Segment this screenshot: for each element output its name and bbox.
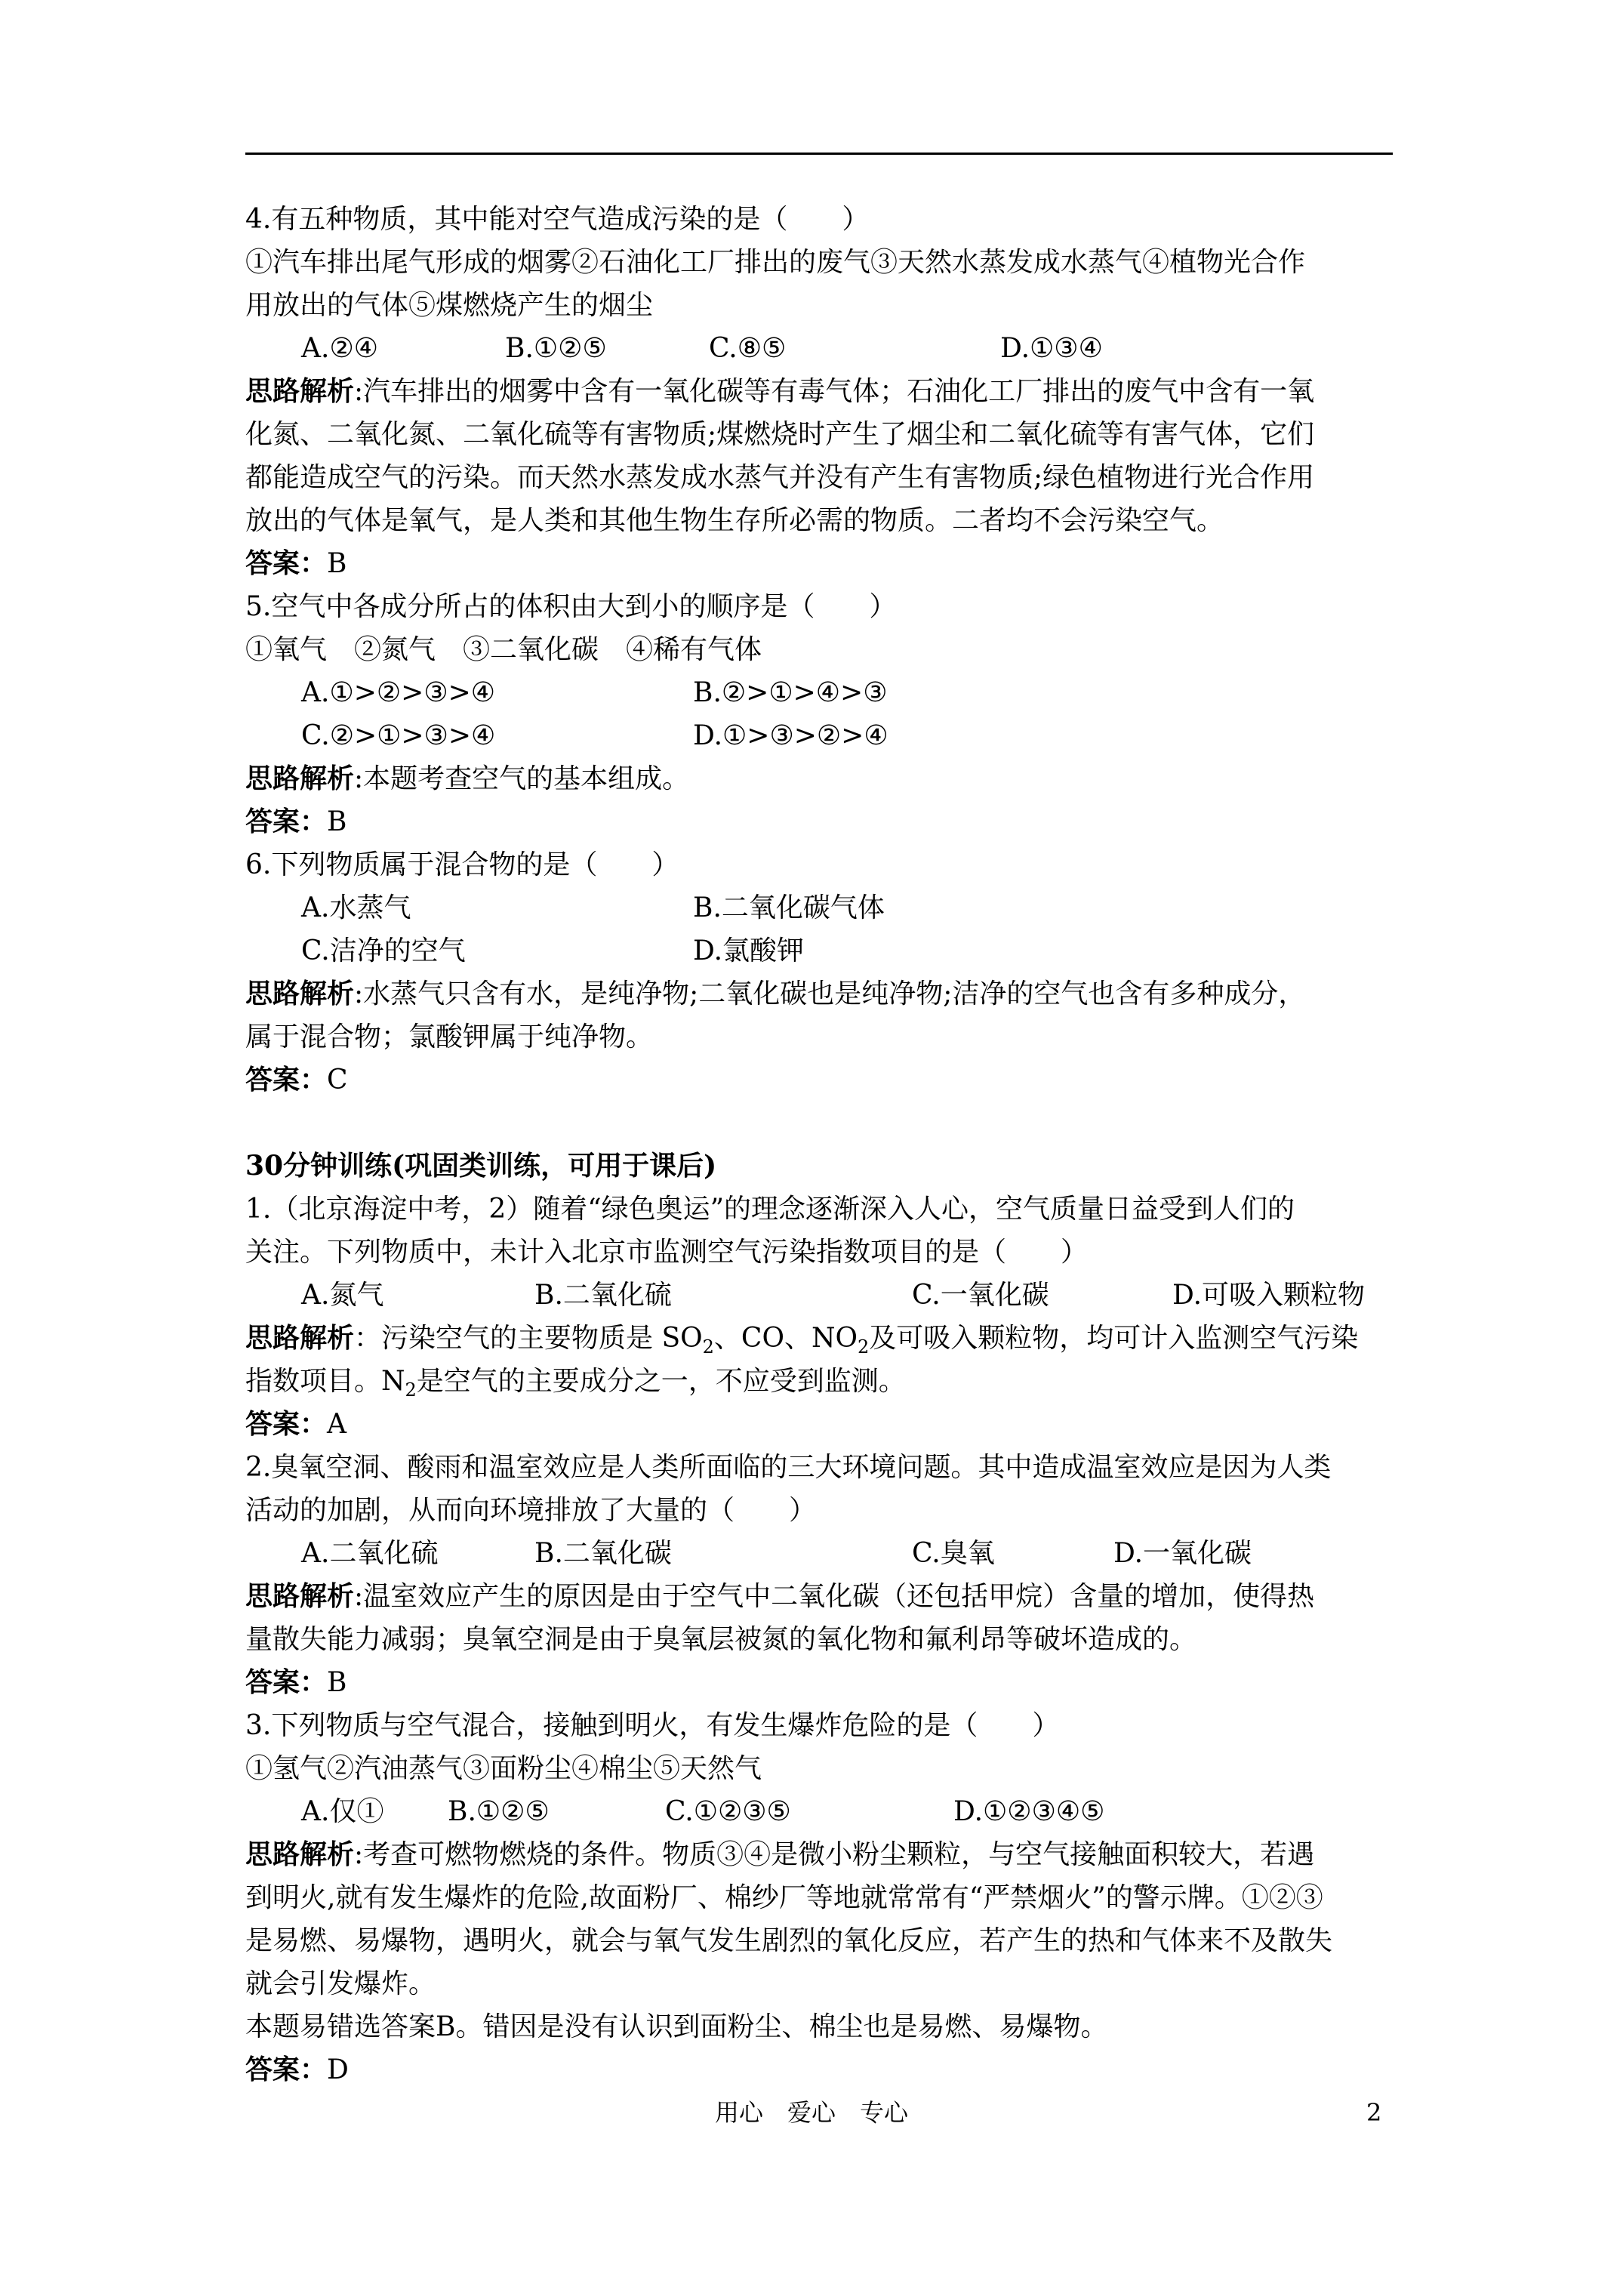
footer-motto: 用心 爱心 专心	[714, 2098, 908, 2127]
option-d: D.氯酸钾	[693, 935, 805, 966]
answer-label: 答案：	[245, 2054, 328, 2085]
answer	[245, 1059, 1408, 1102]
question-items: ①汽车排出尾气形成的烟雾②石油化工厂排出的废气③天然水蒸发成水蒸气④植物光合作	[245, 247, 1306, 278]
analysis-text: 都能造成空气的污染。而天然水蒸发成水蒸气并没有产生有害物质;绿色植物进行光合作用	[245, 462, 1315, 493]
subscript: 2	[858, 1336, 870, 1358]
analysis: 思路解析:温室效应产生的原因是由于空气中二氧化碳（还包括甲烷）含量的增加，使得热	[245, 1580, 1315, 1612]
options-row	[245, 714, 1408, 757]
answer	[245, 2048, 1408, 2091]
analysis-label: 思路解析	[245, 1838, 355, 1870]
header-rule	[245, 153, 1393, 155]
question-stem: 1.（北京海淀中考，2）随着“绿色奥运”的理念逐渐深入人心，空气质量日益受到人们的	[245, 1194, 1295, 1225]
options-row	[245, 671, 1408, 714]
question-stem: 5.空气中各成分所占的体积由大到小的顺序是（ ）	[245, 591, 897, 622]
option-c: C.②>①>③>④	[301, 720, 496, 751]
question-stem: 活动的加剧，从而向环境排放了大量的（ ）	[245, 1495, 817, 1526]
analysis-text: 到明火,就有发生爆炸的危险,故面粉厂、棉纱厂等地就常常有“严禁烟火”的警示牌。①②③	[245, 1882, 1323, 1913]
question-stem: 关注。下列物质中，未计入北京市监测空气污染指数项目的是（ ）	[245, 1237, 1089, 1268]
option-a: A.仅①	[301, 1796, 384, 1827]
analysis-label: 思路解析	[245, 1322, 355, 1354]
answer	[245, 1661, 1408, 1704]
option-a: A.水蒸气	[301, 892, 411, 923]
question-items: ①氧气 ②氮气 ③二氧化碳 ④稀有气体	[245, 634, 762, 665]
option-b: B.②>①>④>③	[693, 677, 888, 708]
answer-label: 答案：	[245, 1064, 328, 1096]
analysis-label: 思路解析	[245, 978, 355, 1009]
option-d: D.可吸入颗粒物	[1172, 1280, 1366, 1311]
analysis: 思路解析:汽车排出的烟雾中含有一氧化碳等有毒气体；石油化工厂排出的废气中含有一氧	[245, 375, 1315, 407]
note: 本题易错选答案B。错因是没有认识到面粉尘、棉尘也是易燃、易爆物。	[245, 2011, 1108, 2042]
options-row	[245, 886, 1408, 929]
analysis-text: 就会引发爆炸。	[245, 1968, 436, 1999]
analysis-text: 指数项目。$N_2$是空气的主要成分之一，不应受到监测。	[245, 1366, 906, 1401]
answer-value: B	[327, 1667, 347, 1698]
analysis-text: 放出的气体是氧气，是人类和其他生物生存所必需的物质。二者均不会污染空气。	[245, 505, 1224, 536]
answer	[245, 800, 1408, 843]
option-a: A.②④	[301, 333, 378, 364]
question-stem: 3.下列物质与空气混合，接触到明火，有发生爆炸危险的是（ ）	[245, 1710, 1060, 1741]
answer-value: A	[327, 1409, 347, 1440]
answer-value: D	[327, 2054, 349, 2085]
option-c: C.洁净的空气	[301, 935, 466, 966]
analysis-text: 属于混合物；氯酸钾属于纯净物。	[245, 1022, 654, 1052]
option-b: B.二氧化碳气体	[693, 892, 885, 923]
option-d: D.一氧化碳	[1113, 1538, 1252, 1569]
answer-label: 答案：	[245, 1666, 328, 1698]
spacer	[245, 1102, 1408, 1145]
question-items: 用放出的气体⑤煤燃烧产生的烟尘	[245, 290, 654, 321]
option-b: B.二氧化碳	[534, 1538, 672, 1569]
section-title: 30分钟训练(巩固类训练，可用于课后)	[245, 1150, 717, 1182]
question-items: ①氢气②汽油蒸气③面粉尘④棉尘⑤天然气	[245, 1753, 762, 1784]
subscript: 2	[405, 1379, 417, 1401]
analysis-label: 思路解析	[245, 375, 355, 407]
question-stem: 4.有五种物质，其中能对空气造成污染的是（ ）	[245, 204, 870, 235]
analysis: 思路解析:本题考查空气的基本组成。	[245, 763, 690, 794]
analysis-text: 是易燃、易爆物，遇明火，就会与氧气发生剧烈的氧化反应，若产生的热和气体来不及散失	[245, 1925, 1333, 1956]
option-d: D.①③④	[1000, 333, 1103, 364]
answer-label: 答案：	[245, 806, 328, 837]
option-c: C.①②③⑤	[665, 1796, 791, 1827]
page-number: 2	[1366, 2098, 1382, 2127]
answer-value: C	[327, 1065, 348, 1096]
page-content	[245, 198, 1408, 2091]
analysis: 思路解析:考查可燃物燃烧的条件。物质③④是微小粉尘颗粒，与空气接触面积较大，若遇	[245, 1838, 1315, 1870]
options-row	[245, 327, 1408, 370]
options-row	[245, 1790, 1408, 1833]
option-b: B.①②⑤	[448, 1796, 550, 1827]
question-stem: 6.下列物质属于混合物的是（ ）	[245, 849, 679, 880]
options-row	[245, 1532, 1408, 1575]
answer-value: B	[327, 806, 347, 837]
analysis-label: 思路解析	[245, 763, 355, 794]
answer	[245, 1403, 1408, 1446]
option-a: A.①>②>③>④	[301, 677, 496, 708]
option-c: C.臭氧	[912, 1538, 995, 1569]
analysis-text: 化氮、二氧化氮、二氧化硫等有害物质;煤燃烧时产生了烟尘和二氧化硫等有害气体，它们	[245, 419, 1315, 450]
option-b: B.①②⑤	[505, 333, 607, 364]
option-d: D.①>③>②>④	[693, 720, 888, 751]
answer	[245, 542, 1408, 585]
answer-label: 答案：	[245, 547, 328, 579]
options-row	[245, 1274, 1408, 1317]
option-b: B.二氧化硫	[534, 1280, 672, 1311]
option-c: C.⑧⑤	[709, 333, 787, 364]
analysis-label: 思路解析	[245, 1580, 355, 1612]
analysis: 思路解析：污染空气的主要物质是 $SO_2$、CO、$NO_2$及可吸入颗粒物，均可计入监测空气污染	[245, 1322, 1359, 1358]
answer-value: B	[327, 548, 347, 579]
question-stem: 2.臭氧空洞、酸雨和温室效应是人类所面临的三大环境问题。其中造成温室效应是因为人类	[245, 1452, 1332, 1483]
subscript: 2	[702, 1336, 714, 1358]
option-a: A.氮气	[301, 1280, 384, 1311]
answer-label: 答案：	[245, 1408, 328, 1440]
option-a: A.二氧化硫	[301, 1538, 439, 1569]
option-d: D.①②③④⑤	[953, 1796, 1105, 1827]
analysis: 思路解析:水蒸气只含有水，是纯净物;二氧化碳也是纯净物;洁净的空气也含有多种成分，	[245, 978, 1306, 1009]
analysis-text: 量散失能力减弱；臭氧空洞是由于臭氧层被氮的氧化物和氟利昂等破坏造成的。	[245, 1624, 1197, 1655]
option-c: C.一氧化碳	[912, 1280, 1049, 1311]
options-row	[245, 929, 1408, 972]
